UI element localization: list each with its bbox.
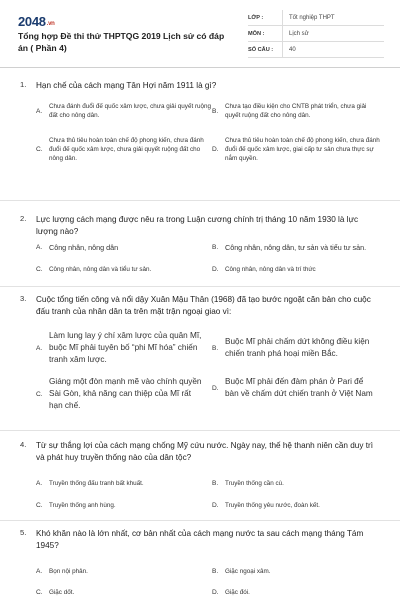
question-5 (20, 528, 382, 600)
option-letter: D. (212, 384, 219, 392)
question-number: 3. (20, 294, 27, 303)
option-letter: B. (212, 344, 219, 352)
option-letter: D. (212, 146, 219, 153)
site-logo[interactable] (18, 14, 55, 29)
option-b[interactable] (212, 479, 382, 488)
info-value: Lịch sử (282, 26, 309, 42)
option-d[interactable] (212, 501, 382, 510)
info-label: SỐ CÂU : (248, 46, 274, 53)
option-letter: A. (36, 480, 43, 487)
info-value: 40 (282, 42, 296, 58)
option-a[interactable] (36, 479, 212, 488)
option-a[interactable] (36, 102, 212, 120)
question-divider (0, 430, 400, 431)
option-text: Truyền thống yêu nước, đoàn kết. (225, 502, 320, 509)
option-b[interactable] (212, 234, 382, 260)
logo-text: 2048 (18, 14, 46, 29)
option-text: Chưa đánh đuổi đế quốc xâm lược, chưa giải quyết ruộng đất cho nông dân. (49, 103, 212, 119)
option-text: Truyền thống cần cù. (225, 480, 284, 487)
document-title: Tổng hợp Đề thi thử THPTQG 2019 Lịch sử có đáp án ( Phần 4) (18, 31, 225, 53)
option-c[interactable] (36, 376, 212, 412)
option-a[interactable] (36, 567, 212, 576)
option-text: Chưa thủ tiêu hoàn toàn chế độ phong kiến, chưa đánh đuổi đế quốc xâm lược, chưa giải quyết ruộng đất cho nông dân. (49, 137, 204, 162)
option-a[interactable] (36, 234, 212, 260)
option-text: Truyền thống anh hùng. (49, 502, 116, 509)
question-divider (0, 520, 400, 521)
header-divider (0, 67, 400, 68)
option-letter: C. (36, 146, 43, 153)
question-divider (0, 200, 400, 201)
option-b[interactable] (212, 567, 382, 576)
option-letter: C. (36, 589, 43, 596)
option-letter: C. (36, 390, 43, 398)
option-d[interactable] (212, 588, 382, 597)
question-number: 4. (20, 440, 27, 449)
option-text: Truyền thống đấu tranh bất khuất. (49, 480, 144, 487)
option-text: Công nhân, nông dân (49, 242, 119, 252)
option-text: Công nhân, nông dân và trí thức (225, 266, 316, 273)
question-number: 1. (20, 80, 27, 89)
option-b[interactable] (212, 336, 382, 360)
question-text: Lực lượng cách mạng được nêu ra trong Luận cương chính trị tháng 10 năm 1930 là lực lượng nào? (36, 215, 359, 236)
option-d[interactable] (212, 265, 382, 274)
info-row-subject (248, 26, 384, 42)
question-text: Hạn chế của cách mạng Tân Hợi năm 1911 là gì? (36, 81, 217, 90)
option-text: Chưa thủ tiêu hoàn toàn chế độ phong kiến, chưa đánh đuổi đế quốc xâm lược, giai cấp tư sản chưa thực sự nắm quyền. (225, 137, 380, 162)
option-letter: A. (36, 107, 43, 115)
question-divider (0, 286, 400, 287)
option-c[interactable] (36, 265, 212, 274)
option-letter: B. (212, 480, 219, 487)
option-c[interactable] (36, 136, 212, 163)
option-text: Buộc Mĩ phải chấm dứt không điều kiện chiến tranh phá hoại miền Bắc. (225, 337, 370, 358)
question-1 (20, 80, 382, 188)
logo-suffix: .vn (46, 21, 55, 27)
exam-info-table (248, 10, 384, 58)
option-text: Giáng một đòn mạnh mẽ vào chính quyền Sài Gòn, khả năng can thiệp của Mĩ rất hạn chế. (49, 377, 202, 410)
info-value: Tốt nghiệp THPT (282, 10, 335, 26)
option-letter: A. (36, 243, 43, 251)
option-d[interactable] (212, 136, 382, 163)
option-text: Giặc đói. (225, 589, 250, 596)
option-letter: A. (36, 344, 43, 352)
option-text: Buộc Mĩ phải đến đàm phán ở Pari để bàn về chấm dứt chiến tranh ở Việt Nam (225, 377, 373, 398)
question-3 (20, 294, 382, 428)
option-text: Công nhân, nông dân và tiểu tư sản. (49, 266, 152, 273)
question-text: Khó khăn nào là lớn nhất, cơ bản nhất của cách mạng nước ta sau cách mạng tháng Tám 1945? (36, 529, 364, 550)
question-2 (20, 214, 382, 284)
option-text: Giặc dốt. (49, 589, 75, 596)
option-a[interactable] (36, 330, 212, 366)
option-letter: D. (212, 502, 219, 509)
question-number: 2. (20, 214, 27, 223)
option-text: Bọn nội phản. (49, 568, 88, 575)
info-row-question-count (248, 42, 384, 58)
option-b[interactable] (212, 102, 382, 120)
option-letter: D. (212, 589, 219, 596)
option-letter: D. (212, 266, 219, 273)
info-label: LỚP : (248, 14, 264, 21)
option-text: Giặc ngoại xâm. (225, 568, 271, 575)
option-letter: B. (212, 243, 219, 251)
option-c[interactable] (36, 588, 212, 597)
option-d[interactable] (212, 376, 382, 400)
info-row-class (248, 10, 384, 26)
option-text: Làm lung lay ý chí xâm lược của quân Mĩ, buộc Mĩ phải tuyên bố “phi Mĩ hóa” chiến tranh xâm lược. (49, 331, 202, 364)
question-4 (20, 440, 382, 516)
option-c[interactable] (36, 501, 212, 510)
option-letter: C. (36, 266, 43, 273)
question-text: Từ sự thắng lợi của cách mạng chống Mỹ cứu nước. Ngày nay, thế hệ thanh niên cần duy trì và phát huy truyền thống nào của dân tộc? (36, 441, 373, 462)
option-letter: A. (36, 568, 43, 575)
info-label: MÔN : (248, 30, 265, 37)
question-number: 5. (20, 528, 27, 537)
option-text: Chưa tạo điều kiện cho CNTB phát triển, chưa giải quyết ruộng đất cho nông dân. (225, 103, 367, 119)
option-letter: C. (36, 502, 43, 509)
option-letter: B. (212, 107, 219, 115)
option-letter: B. (212, 568, 219, 575)
question-text: Cuộc tổng tiến công và nổi dậy Xuân Mậu Thân (1968) đã tạo bước ngoặt căn bản cho cuộc đấu tranh của nhân dân ta trên mặt trận ngoại giao vì: (36, 295, 371, 316)
option-text: Công nhân, nông dân, tư sản và tiểu tư sản. (225, 242, 367, 252)
